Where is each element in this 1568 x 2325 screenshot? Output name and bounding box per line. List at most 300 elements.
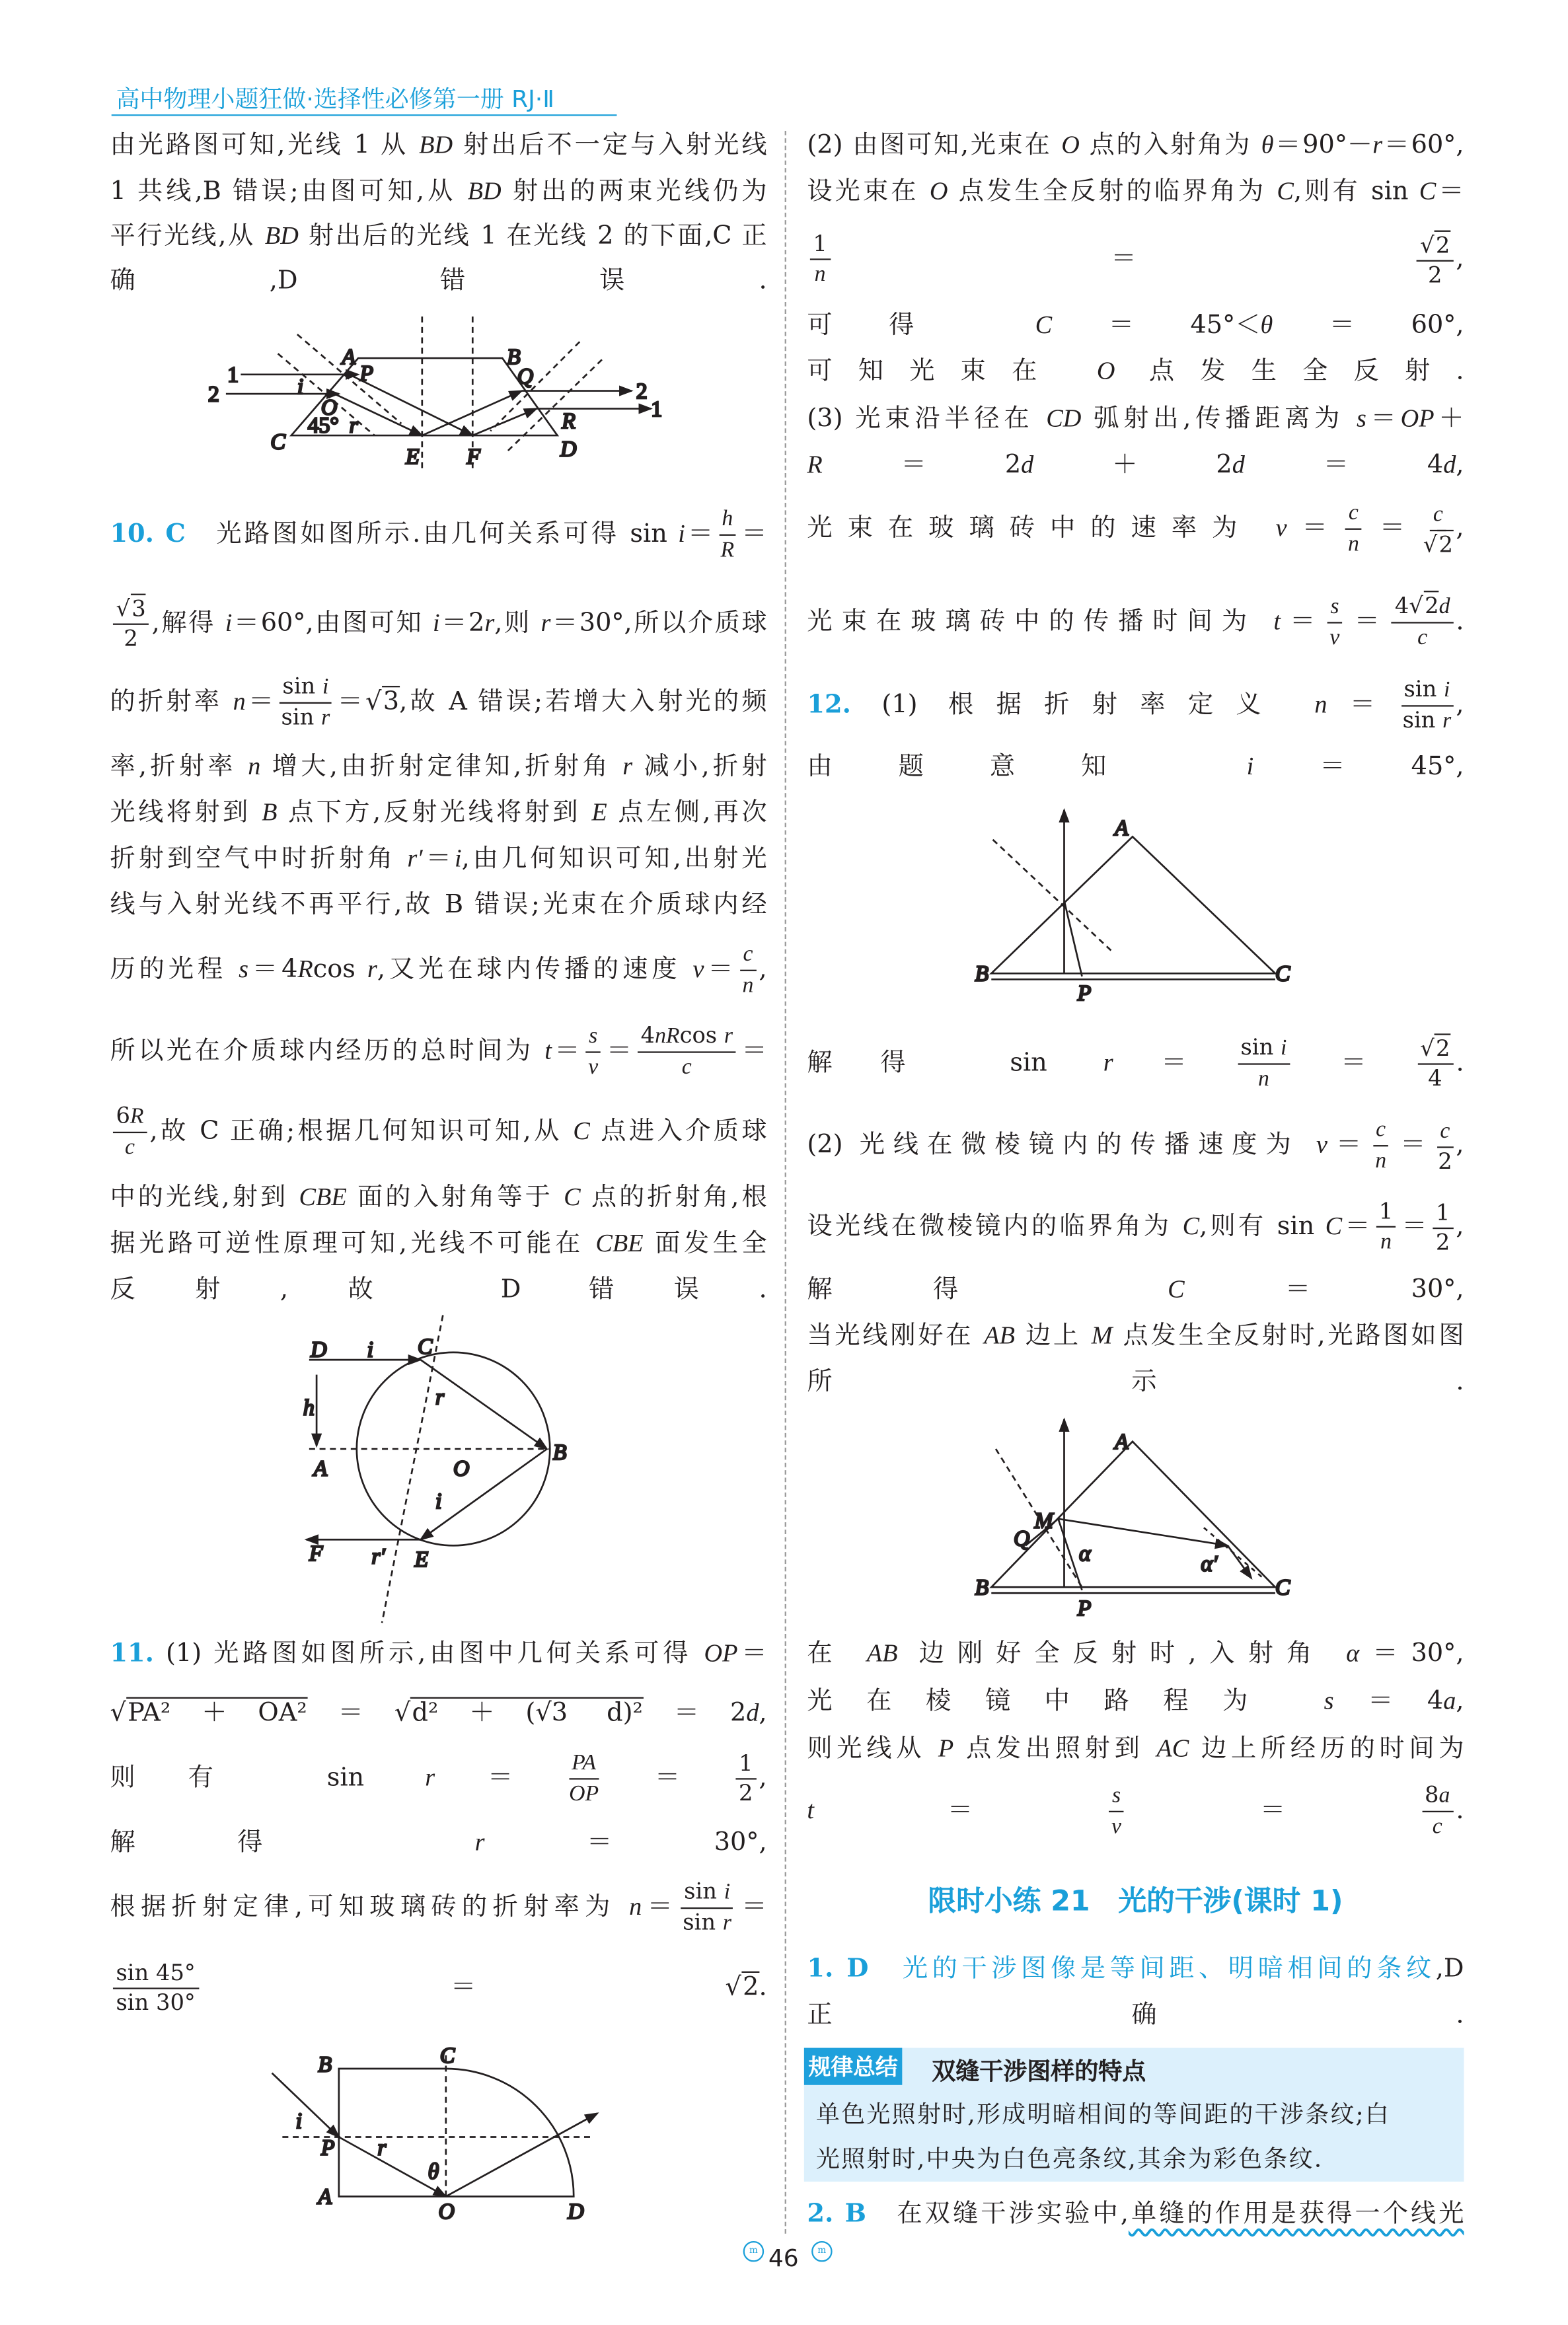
text-run: 6 — [116, 1101, 130, 1129]
math-var: c — [1348, 501, 1359, 526]
math-var: PA — [572, 1751, 597, 1775]
text-run: ＋2 — [1033, 450, 1232, 480]
text-run: ＝ — [245, 687, 277, 718]
math-var: r — [722, 1911, 731, 1936]
text-run: ＝30°, — [484, 1827, 767, 1858]
text-run: sin — [1240, 1033, 1281, 1060]
diagram-label: C — [1275, 961, 1290, 986]
text-run: ＝ — [1392, 1130, 1435, 1160]
math-var: θ — [1260, 311, 1273, 339]
math-var: n — [1314, 690, 1327, 719]
text-run: 由光路图可知,光线 1 从 — [110, 130, 420, 161]
math-var: C — [1035, 311, 1053, 339]
text-run: . — [1456, 1796, 1464, 1826]
math-var: s — [589, 1024, 598, 1049]
text-run: 8 — [1425, 1781, 1439, 1808]
text-run: sin — [281, 704, 322, 731]
text-run: 面发生全 — [643, 1229, 767, 1259]
running-header: 高中物理小题狂做·选择性必修第一册 RJ·Ⅱ — [116, 85, 554, 113]
diagram-label: i — [367, 1337, 373, 1362]
math-var: O — [1096, 356, 1115, 385]
summary-tag: 规律总结 — [804, 2048, 902, 2085]
square-root: √ 3 — [365, 686, 399, 717]
text-run: ＝ — [704, 955, 737, 985]
text-run: 点的折射角,根 — [580, 1183, 767, 1213]
text-run: sin — [683, 1909, 723, 1936]
math-var: s — [1111, 1784, 1121, 1808]
text-run: 反射,故 D 错误. — [110, 1274, 767, 1305]
text-run: 边上 — [1014, 1321, 1092, 1351]
text-run: ＝ — [551, 1036, 583, 1066]
math-var: C — [1325, 1212, 1343, 1241]
text-run: 点发出照射到 — [953, 1734, 1157, 1764]
math-var: C — [1419, 176, 1437, 205]
text-run: 的折射率 — [110, 687, 233, 718]
diagram-label: r — [435, 1385, 445, 1410]
text-run: ,又光在球内传播的速度 — [377, 955, 693, 985]
text-run: 光在棱镜中路程为 — [807, 1686, 1324, 1716]
text-run: ＝4 — [1244, 450, 1444, 480]
math-var: c — [1433, 502, 1443, 527]
text-run: 解得 — [807, 1274, 1168, 1305]
math-var: r — [367, 955, 377, 983]
text-run: ＝ — [1127, 1796, 1419, 1826]
text-run: ,故 A 错误;若增大入射光的频 — [399, 687, 767, 718]
diagram-label: 1 — [227, 363, 239, 388]
math-var: r — [724, 1024, 733, 1049]
math-var: h — [722, 507, 733, 532]
text-run: 据光路可逆性原理可知,光线不可能在 — [110, 1229, 596, 1259]
math-var: O — [929, 176, 948, 205]
math-var: v — [1275, 513, 1287, 542]
math-var: α — [1346, 1639, 1360, 1668]
text-run: 当光线刚好在 — [807, 1321, 985, 1351]
text-run: . — [1456, 607, 1464, 637]
math-var: c — [1376, 1118, 1386, 1142]
diagram-label: P — [1077, 1596, 1092, 1621]
text-run: 1 — [1435, 1199, 1450, 1226]
math-var: n — [1375, 1149, 1387, 1173]
square-root: √ 2 — [1420, 230, 1450, 258]
math-var: n — [1347, 533, 1359, 557]
text-run: 可得 — [807, 311, 1035, 341]
answer-label: 2. B — [807, 2199, 866, 2229]
text-run: ,由几何知识可知,出射光 — [461, 844, 767, 874]
diagram-label: 2 — [207, 382, 219, 407]
diagram-label: α — [1078, 1541, 1091, 1566]
math-var: v — [1316, 1130, 1327, 1159]
square-root: √ PA²＋OA² — [110, 1697, 307, 1728]
square-root: √ d²＋(√3 d)² — [394, 1697, 643, 1728]
math-var: c — [1440, 1119, 1450, 1143]
math-var: B — [262, 797, 278, 827]
text-run: , — [759, 1763, 767, 1793]
text-run: 面的入射角等于 — [346, 1183, 564, 1213]
math-var: n — [233, 687, 246, 716]
diagram-label: O — [320, 395, 338, 420]
math-var: O — [1061, 130, 1080, 159]
text-run: ＝ — [1292, 1048, 1415, 1078]
text-run: ＝ — [603, 1036, 635, 1066]
text-run: , — [1456, 513, 1464, 544]
text-run: 2 — [1435, 1228, 1450, 1255]
math-var: C — [564, 1183, 581, 1212]
math-var: c — [1417, 626, 1428, 651]
math-var: n — [742, 974, 754, 998]
text-run: cos — [313, 955, 367, 985]
text-run: ＝30°,所以介质球 — [550, 609, 767, 639]
diagram-label: D — [568, 2199, 584, 2225]
text-run: 1 — [739, 1750, 753, 1777]
footer-decoration-icon: m — [811, 2241, 832, 2262]
text-run: ＝30°, — [1184, 1274, 1464, 1305]
math-var: c — [1432, 1815, 1442, 1839]
section-title: 限时小练 21 光的干涉(课时 1) — [928, 1885, 1343, 1918]
text-run: 射出的两束光线仍为 — [501, 176, 767, 207]
text-run: ＝ — [833, 244, 1415, 274]
math-var: s — [239, 955, 249, 983]
text-run: , — [1456, 450, 1464, 480]
math-var: r — [425, 1763, 435, 1792]
text-run: 线与入射光线不再平行,故 B 错误;光束在介质球内经 — [110, 890, 767, 920]
math-var: c — [743, 943, 753, 967]
diagram-label: D — [311, 1337, 327, 1362]
text-run: , — [1456, 1212, 1464, 1242]
math-var: v — [692, 955, 704, 983]
math-var: d — [1021, 450, 1034, 479]
diagram-label: C — [418, 1335, 433, 1360]
text-run: ＝ — [334, 687, 366, 718]
math-var: CBE — [299, 1183, 347, 1212]
text-run: , — [759, 1698, 767, 1728]
diagram-label: i — [295, 2108, 302, 2133]
text-run: 点进入介质球 — [589, 1117, 767, 1147]
highlight-text: 光的干涉图像是等间距、明暗相间的条纹 — [902, 1954, 1436, 1984]
text-run: ＝ — [736, 1892, 767, 1923]
math-var: a — [1438, 1784, 1450, 1808]
math-var: n — [1257, 1068, 1269, 1092]
diagram-label: M — [1034, 1508, 1053, 1533]
math-var: i — [724, 1880, 731, 1905]
text-run: ＝45°＜ — [1052, 311, 1261, 341]
text-run: 设光束在 — [807, 176, 930, 207]
diagram-label: 1 — [651, 396, 663, 422]
diagram-label: A — [313, 1456, 328, 1481]
math-var: s — [1330, 595, 1339, 619]
math-var: AB — [984, 1321, 1015, 1350]
math-var: c — [681, 1056, 692, 1080]
text-run: 设光线在微棱镜内的临界角为 — [807, 1212, 1183, 1242]
diagram-label: r′ — [371, 1544, 385, 1569]
text-run: ＝ — [307, 1698, 394, 1728]
summary-title: 双缝干涉图样的特点 — [932, 2057, 1146, 2085]
diagram-label: A — [1114, 1430, 1129, 1455]
text-run: 2 — [739, 1779, 753, 1807]
math-var: OP — [569, 1783, 599, 1807]
text-run: ＝60°,由图可知 — [232, 609, 433, 639]
text-run: , — [759, 955, 767, 985]
math-var: AB — [866, 1639, 898, 1668]
text-run: ＝ — [814, 1796, 1106, 1826]
math-var: r′ — [407, 844, 423, 873]
text-run: 点发生全反射的临界角为 — [948, 176, 1277, 207]
math-var: AC — [1156, 1734, 1189, 1763]
text-run: ,解得 — [151, 609, 225, 639]
text-run: ＝60°, — [1382, 130, 1464, 161]
text-run: 在双缝干涉实验中, — [866, 2199, 1129, 2229]
text-run: 4 — [1428, 1064, 1442, 1092]
text-run: sin 45° — [116, 1959, 196, 1987]
diagram-label: r — [377, 2135, 387, 2160]
math-var: c — [124, 1136, 135, 1160]
math-var: r — [622, 752, 633, 780]
text-run: 折射到空气中时折射角 — [110, 844, 408, 874]
square-root: √ 2 — [1409, 591, 1438, 619]
math-var: v — [1329, 626, 1340, 651]
math-var: r — [1372, 130, 1383, 159]
emphasis-text: 单缝的作用是获得一个线光 — [1128, 2199, 1464, 2229]
text-run: 4 — [1394, 592, 1409, 619]
text-run: 减小,折射 — [632, 752, 767, 782]
diagram-label: 2 — [636, 379, 648, 404]
math-var: i — [678, 519, 685, 548]
text-run: 所示. — [807, 1367, 1464, 1397]
text-run: sin — [1402, 706, 1443, 734]
diagram-label: F — [467, 444, 480, 469]
diagram-label: O — [438, 2199, 455, 2225]
math-var: i — [1444, 678, 1450, 702]
text-run: ＝4 — [248, 955, 298, 985]
diagram-label: F — [309, 1541, 323, 1566]
diagram-label: E — [414, 1547, 429, 1572]
math-var: CD — [1046, 404, 1082, 433]
text-run: , — [1456, 690, 1464, 720]
math-var: n — [1380, 1230, 1392, 1255]
text-run: ＝ — [1345, 607, 1389, 637]
text-run: 增大,由折射定律知,折射角 — [260, 752, 623, 782]
text-run: (2) 由图可知,光束在 — [807, 130, 1062, 161]
diagram-label: i — [435, 1489, 442, 1514]
text-run: ＝ — [739, 519, 767, 550]
diagram-label: r — [349, 413, 358, 438]
text-run: ＝ — [1113, 1048, 1235, 1078]
math-var: i — [433, 609, 440, 637]
math-var: C — [1182, 1212, 1200, 1241]
text-run: 2 — [1438, 1147, 1452, 1174]
text-run: ,故 C 正确;根据几何知识可知,从 — [149, 1117, 574, 1147]
text-run: ＝ — [602, 1763, 733, 1793]
square-root: √ 2 — [1423, 529, 1453, 558]
text-run: ＝ — [1327, 690, 1398, 720]
text-run: 弧射出,传播距离为 — [1081, 404, 1357, 434]
math-var: M — [1091, 1321, 1113, 1350]
text-run: ＝45°, — [1253, 752, 1464, 782]
diagram-label: P — [320, 2135, 335, 2160]
diagram-label: O — [453, 1456, 470, 1481]
diagram-label: B — [975, 961, 989, 986]
text-run: 1 — [813, 230, 827, 258]
diagram-label: A — [342, 345, 355, 370]
text-run: ＝ — [1436, 176, 1464, 207]
text-run: ＝2 — [439, 609, 485, 639]
text-run: ,则 — [494, 609, 541, 639]
text-run: ＝ — [1342, 1212, 1373, 1242]
text-run: ,则有 sin — [1199, 1212, 1325, 1242]
math-var: v — [588, 1056, 599, 1080]
math-var: d — [1438, 595, 1450, 619]
text-run: . — [759, 1972, 767, 2003]
diagram-label: α′ — [1201, 1551, 1218, 1576]
square-root: √ 3 — [116, 594, 145, 622]
text-run: ＝ — [1281, 607, 1325, 637]
text-run: ＝ — [1364, 513, 1421, 544]
diagram-label: h — [303, 1395, 315, 1421]
math-var: BD — [419, 130, 453, 159]
math-var: θ — [1261, 130, 1274, 159]
text-run: (1) 根据折射率定义 — [850, 690, 1315, 720]
math-var: d — [1443, 450, 1456, 479]
diagram-label: θ — [428, 2159, 439, 2184]
square-root: √ 2 — [1420, 1033, 1450, 1062]
text-run: ＝4 — [1333, 1686, 1444, 1716]
math-var: R — [297, 955, 313, 983]
text-run: 平行光线,从 — [110, 221, 265, 252]
math-var: d — [746, 1698, 759, 1727]
text-run: 光线将射到 — [110, 797, 262, 828]
diagram-label: C — [1275, 1575, 1290, 1600]
math-var: P — [938, 1734, 954, 1763]
math-var: n — [814, 263, 826, 287]
text-run: (2) 光线在微棱镜内的传播速度为 — [807, 1130, 1316, 1160]
diagram-label: B — [318, 2052, 332, 2077]
text-run: 边上所经历的时间为 — [1189, 1734, 1464, 1764]
text-run: ＝ — [1327, 1130, 1370, 1160]
diagram-label: B — [507, 345, 521, 370]
page-number: 46 — [768, 2244, 799, 2273]
text-run: ＝ — [738, 1036, 767, 1066]
text-run: cos — [679, 1021, 724, 1049]
math-var: C — [573, 1117, 590, 1146]
diagram-label: B — [552, 1440, 567, 1465]
text-run: 率,折射率 — [110, 752, 248, 782]
text-run: 射出后的光线 1 在光线 2 的下面,C 正 — [298, 221, 767, 252]
summary-line: 光照射时,中央为白色亮条纹,其余为彩色条纹. — [815, 2144, 1324, 2173]
text-run: 1 共线,B 错误;由图可知,从 — [110, 176, 468, 207]
text-run: (1) 光路图如图所示,由图中几何关系可得 — [153, 1639, 704, 1669]
text-run: 1 — [1378, 1197, 1394, 1225]
text-run: 边刚好全反射时,入射角 — [897, 1639, 1347, 1669]
math-var: s — [1324, 1686, 1334, 1715]
math-var: nR — [655, 1024, 680, 1049]
math-var: v — [1111, 1815, 1122, 1839]
text-run: ＝60°, — [1273, 311, 1464, 341]
diagram-label: R — [562, 408, 576, 433]
diagram-label: A — [1114, 816, 1129, 841]
text-run: 在 — [807, 1639, 867, 1669]
math-var: r — [474, 1827, 485, 1857]
answer-label: 10. C — [110, 519, 186, 550]
math-var: i — [454, 844, 462, 873]
diagram-label: D — [560, 437, 577, 462]
text-run: sin — [282, 672, 323, 700]
text-run: ＝ — [1399, 1212, 1430, 1242]
text-run: ＝2 — [822, 450, 1022, 480]
footer-decoration-icon: m — [743, 2241, 764, 2262]
text-run: 光束在玻璃砖中的速率为 — [807, 513, 1276, 544]
math-var: i — [322, 675, 329, 700]
text-run: 射出后不一定与入射光线 — [453, 130, 767, 161]
text-run: 光束在玻璃砖中的传播时间为 — [807, 607, 1274, 637]
diagram-label: Q — [517, 364, 534, 389]
text-run: 解得 sin — [807, 1048, 1103, 1078]
math-var: s — [1356, 404, 1366, 433]
math-var: n — [248, 752, 261, 780]
math-var: BD — [264, 221, 299, 250]
math-var: E — [591, 797, 607, 827]
answer-label: 11. — [110, 1639, 154, 1669]
summary-line: 单色光照射时,形成明暗相间的等间距的干涉条纹;白 — [815, 2100, 1391, 2128]
text-run: 点的入射角为 — [1079, 130, 1261, 161]
text-run: 根据折射定律,可知玻璃砖的折射率为 — [110, 1892, 630, 1923]
text-run: 点发生全反射时,光路图如图 — [1112, 1321, 1464, 1351]
math-var: t — [807, 1796, 815, 1825]
math-var: R — [130, 1105, 144, 1129]
math-var: d — [1232, 450, 1245, 479]
math-var: r — [541, 609, 551, 637]
text-run: 历的光程 — [110, 955, 239, 985]
text-run: sin — [684, 1877, 724, 1905]
text-run: , — [1456, 1686, 1464, 1716]
text-run: ＝30°, — [1359, 1639, 1464, 1669]
text-run: ＋ — [1434, 404, 1464, 434]
math-var: n — [629, 1892, 642, 1921]
diagram-label: i — [297, 375, 304, 400]
math-var: R — [720, 538, 735, 563]
math-var: CBE — [595, 1229, 644, 1257]
text-run: 4 — [640, 1021, 655, 1049]
text-run: 可知光束在 — [807, 356, 1097, 387]
text-run: ＝ — [1366, 404, 1401, 434]
text-run: 光路图如图所示.由几何关系可得 sin — [185, 519, 679, 550]
math-var: i — [225, 609, 233, 637]
text-run: ＝ — [737, 1639, 767, 1669]
text-run: ＝90°－ — [1273, 130, 1373, 161]
text-run: 点下方,反射光线将射到 — [277, 797, 592, 828]
diagram-label: B — [975, 1575, 989, 1600]
text-run: 确,D 错误. — [110, 266, 767, 296]
math-var: C — [1277, 176, 1294, 205]
text-run: ＝ — [1287, 513, 1343, 544]
math-var: r — [484, 609, 495, 637]
text-run: ＝ — [422, 844, 455, 874]
text-run: sin — [1403, 675, 1444, 702]
math-var: t — [1273, 607, 1281, 636]
math-var: OP — [704, 1639, 738, 1668]
math-var: i — [1281, 1036, 1287, 1060]
text-run: 则有 sin — [110, 1763, 426, 1793]
text-run: 由题意知 — [807, 752, 1247, 782]
text-run: 则光线从 — [807, 1734, 938, 1764]
text-run: . — [1456, 1048, 1464, 1078]
text-run: sin 30° — [116, 1989, 196, 2016]
text-run: , — [1456, 244, 1464, 274]
math-var: OP — [1400, 404, 1435, 433]
text-run: ＝ — [201, 1972, 726, 2003]
math-var: r — [1103, 1048, 1113, 1077]
text-run: 点发生全反射. — [1115, 356, 1464, 387]
square-root: √ 2 — [725, 1972, 759, 2003]
diagram-label: E — [406, 444, 420, 469]
